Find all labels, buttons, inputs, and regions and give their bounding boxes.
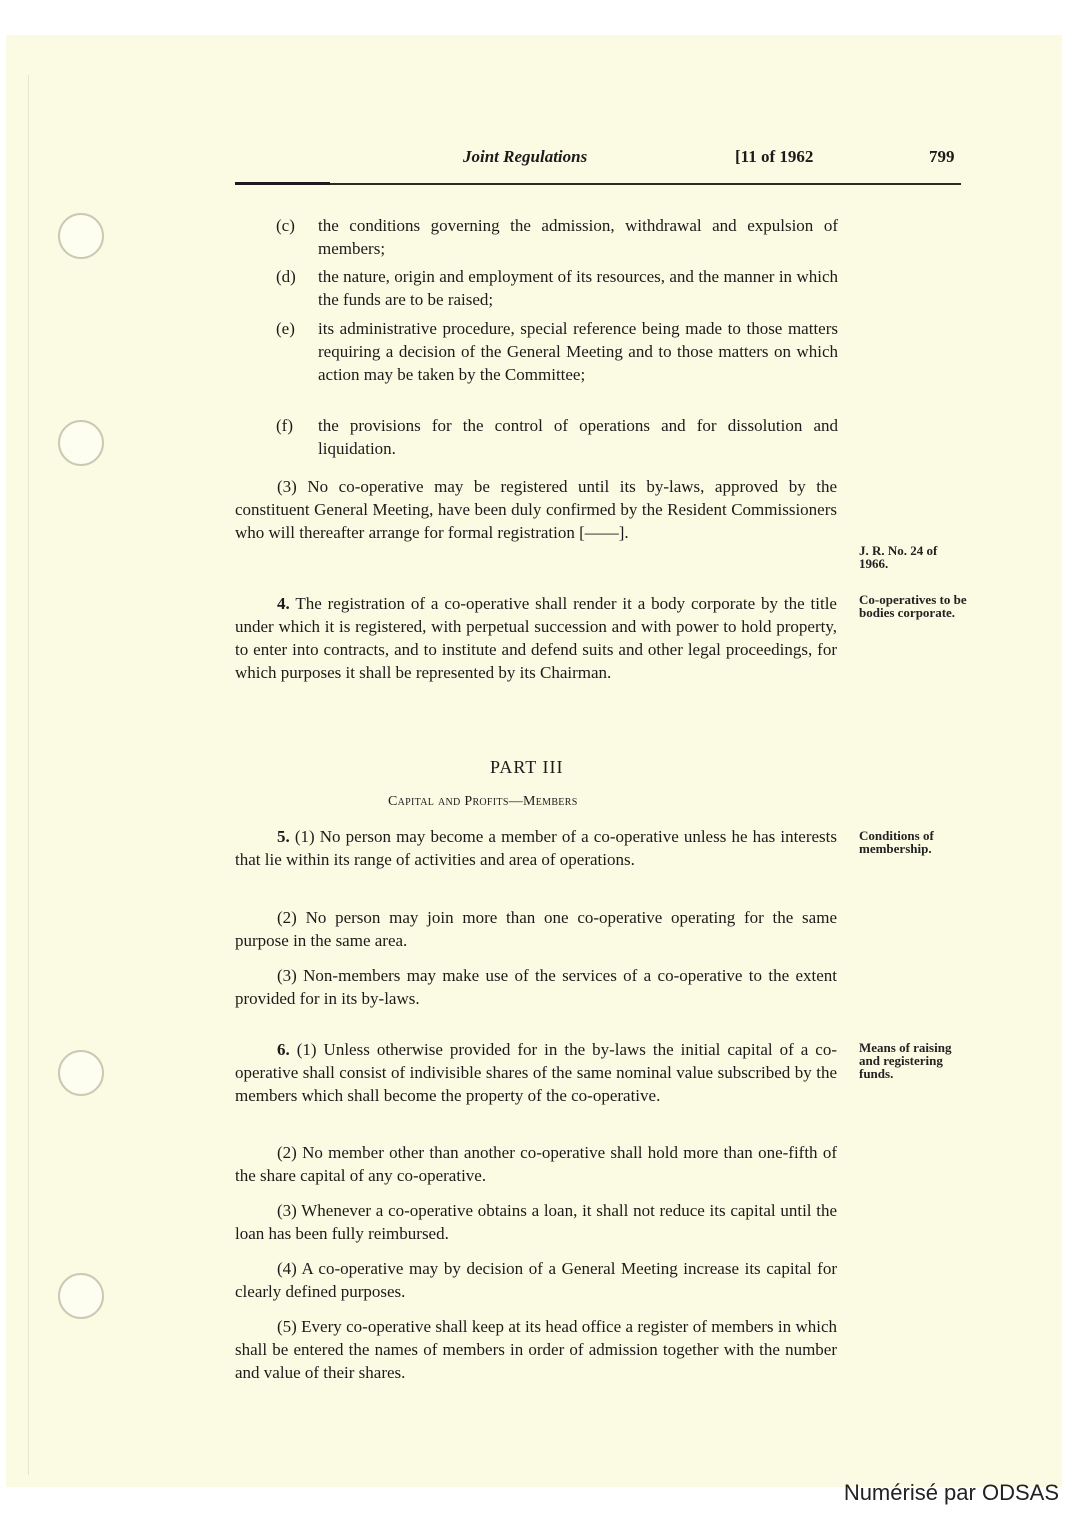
section-number: 4.: [277, 594, 290, 613]
section-6-5: [235, 1315, 837, 1384]
section-text: (1) Unless otherwise provided for in the by-laws the initial capital of a co-operative shall consist of indivisible shares of the same nominal value subscribed by the members which shall become the property of the co-operative.: [235, 1040, 838, 1105]
paragraph-text: (2) No member other than another co-operative shall hold more than one-fifth of the share capital of any co-operative.: [235, 1143, 837, 1185]
list-item-label: (d): [276, 267, 296, 286]
list-item: [276, 265, 838, 311]
paragraph-text: (2) No person may join more than one co-operative operating for the same purpose in the same area.: [235, 908, 837, 950]
section-5-3: [235, 964, 837, 1010]
section-5-2: [235, 906, 837, 952]
side-note-section-5: Conditions of membership.: [859, 828, 934, 856]
list-item-text: the provisions for the control of operations and for dissolution and liquidation.: [318, 416, 838, 458]
section-5-1: [235, 825, 837, 871]
binder-hole-icon: [58, 420, 104, 466]
side-note-jr: J. R. No. 24 of 1966.: [859, 543, 938, 571]
list-item-text: the nature, origin and employment of its resources, and the manner in which the funds are to be raised;: [318, 267, 838, 309]
list-item-label: (f): [276, 416, 293, 435]
section-6-4: [235, 1257, 837, 1303]
binder-hole-icon: [58, 1050, 104, 1096]
section-text: The registration of a co-operative shall render it a body corporate by the title under which it is registered, with perpetual succession and with power to hold property, to enter into contracts, and to institute and defend suits and other legal proceedings, for which purposes it shall be represented by its Chairman.: [235, 594, 837, 682]
section-text: (1) No person may become a member of a co-operative unless he has interests that lie within its range of activities and area of operations.: [235, 827, 838, 869]
paragraph-text: (3) No co-operative may be registered until its by-laws, approved by the constituent General Meeting, have been duly confirmed by the Resident Commissioners who will thereafter arrange for formal registration [——].: [235, 477, 837, 542]
digitization-credit: Numérisé par ODSAS: [843, 1480, 1059, 1505]
section-number: 6.: [277, 1040, 290, 1059]
part-subheading: Capital and Profits—Members: [388, 794, 578, 809]
list-item-text: its administrative procedure, special reference being made to those matters requiring a decision of the General Meeting and to those matters on which action may be taken by the Committee;: [318, 319, 838, 384]
running-title: Joint Regulations: [463, 147, 588, 166]
side-note-section-6: Means of raising and registering funds.: [859, 1040, 952, 1081]
paragraph-text: (4) A co-operative may by decision of a General Meeting increase its capital for clearly defined purposes.: [235, 1259, 837, 1301]
binder-hole-icon: [58, 213, 104, 259]
paragraph-text: (3) Whenever a co-operative obtains a loan, it shall not reduce its capital until the loan has been fully reimbursed.: [235, 1201, 837, 1243]
paragraph-text: (3) Non-members may make use of the services of a co-operative to the extent provided for in its by-laws.: [235, 966, 837, 1008]
section-number: 5.: [277, 827, 290, 846]
page-number: 799: [929, 147, 955, 166]
list-item: [276, 214, 838, 260]
side-note-section-4: Co-operatives to be bodies corporate.: [859, 592, 967, 620]
margin-line: [28, 75, 29, 1475]
act-reference: [11 of 1962: [735, 147, 814, 166]
section-6-3: [235, 1199, 837, 1245]
section-4: [235, 592, 837, 684]
header-rule-accent: [235, 182, 330, 185]
list-item: [276, 414, 838, 460]
paragraph-3: [235, 475, 837, 544]
section-6-2: [235, 1141, 837, 1187]
binder-hole-icon: [58, 1273, 104, 1319]
list-item-label: (e): [276, 319, 295, 338]
list-item: [276, 317, 838, 386]
paragraph-text: (5) Every co-operative shall keep at its head office a register of members in which shall be entered the names of members in order of admission together with the number and value of their shares.: [235, 1317, 837, 1382]
section-6-1: [235, 1038, 837, 1107]
part-heading: PART III: [490, 757, 564, 777]
header-rule: [235, 183, 961, 185]
list-item-text: the conditions governing the admission, withdrawal and expulsion of members;: [318, 216, 838, 258]
list-item-label: (c): [276, 216, 295, 235]
